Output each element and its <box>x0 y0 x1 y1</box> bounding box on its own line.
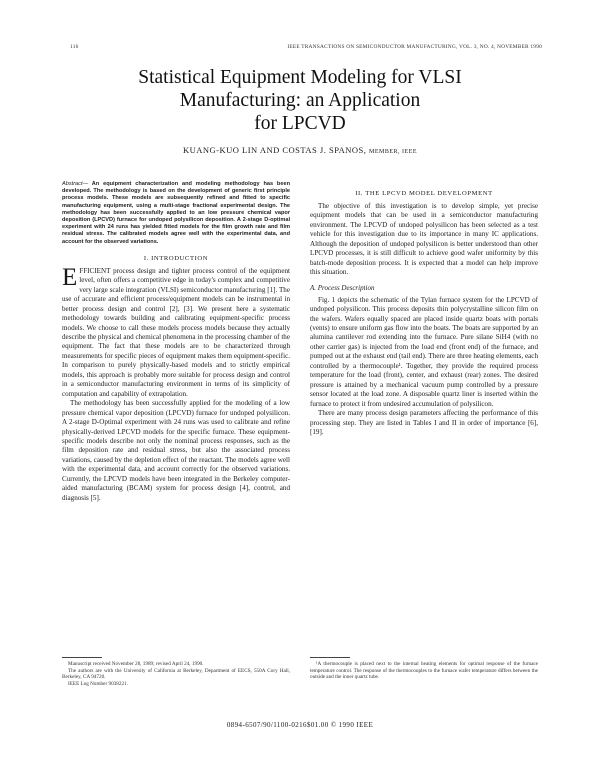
footnote-rule <box>62 657 102 658</box>
subsection-heading-process-description: A. Process Description <box>310 283 375 292</box>
footnote-rule <box>310 657 350 658</box>
abstract <box>62 181 290 246</box>
intro-paragraph-1 <box>62 263 290 399</box>
drop-cap: E <box>62 263 78 291</box>
manuscript-footnote <box>62 657 290 687</box>
footnote-log-number: IEEE Log Number 9038221. <box>68 680 128 687</box>
author-line <box>60 145 540 155</box>
footnote-thermocouple-text: ¹A thermocouple is placed next to the internal heating elements for optimal response of the furnace temperature control. The response of the thermocouples to the furnace wafer temperature differs between the outside and the inner quartz tube. <box>310 661 538 681</box>
author-names: KUANG-KUO LIN AND COSTAS J. SPANOS, <box>182 145 367 155</box>
left-column <box>62 181 290 503</box>
right-column <box>310 181 538 437</box>
intro-paragraph-1-text: FFICIENT process design and tighter process control of the equipment level, often offers a competitive edge in today's complex and competitive very large scale integration (VLSI) semiconductor manufacturing [1]. The use of accurate and efficient process/equipment models can be instrumental in better process design and control [2], [3]. We present here a systematic methodology towards building and calibrating equipment-specific process models. We choose to call these models process models because they actually describe the physical and chemical phenomena in the processing chamber of the equipment. The fact that these models are to be characterized through measurements for specific pieces of equipment makes them equipment-specific. In comparison to purely physically-based models and to strictly empirical models, this approach is probably more suitable for process design and control in a semiconductor manufacturing environment in terms of its simplicity of computation and capability of extrapolation. <box>62 266 290 398</box>
section-heading-lpcvd-model: II. THE LPCVD MODEL DEVELOPMENT <box>355 190 493 197</box>
title-line-2: Manufacturing: an Application <box>179 90 421 111</box>
intro-paragraph-2: The methodology has been successfully applied for the modeling of a low pressure chemical vapor deposition (LPCVD) furnace for undoped polysilicon. A 2-stage D-Optimal experiment with 24 runs was used to calibrate and refine physically-derived LPCVD models for the specific furnace. These equipment-specific models describe not only the nominal process responses, such as the film deposition rate and residual stress, but also the associated process variations, caused by the depletion effect of the reactant. The models agree well with the experimental data, and account correctly for the observed variations. Currently, the LPCVD models have been integrated in the Berkeley computer-aided manufacturing (BCAM) system for process design [4], control, and diagnosis [5]. <box>62 399 290 502</box>
model-paragraph-1: The objective of this investigation is to develop simple, yet precise equipment models that can be used in a semiconductor manufacturing environment. The LPCVD of undoped polysilicon has been selected as a test vehicle for this investigation due to its importance in many IC applications. Although the deposition of undoped polysilicon is better understood than other LPCVD processes, it is still difficult to achieve good wafer uniformity by this batch-mode deposition process. It is expected that a model can help improve this situation. <box>310 202 538 277</box>
process-paragraph-1: Fig. 1 depicts the schematic of the Tylan furnace system for the LPCVD of undoped polysilicon. This process deposits thin polycrystalline silicon film on the wafers. Wafers equally spaced are placed inside quartz boats with portals (vents) to ensure uniform gas flow into the boats. The boats are supported by an alumina cantilever rod extending into the furnace. Pure silane SiH4 (with no other carrier gas) is injected from the load end (front end) of the furnace, and pumped out at the exhaust end (tail end). There are three heating elements, each controlled by a thermocouple¹. Together, they provide the required process temperature for the load (front), center, and exhaust (rear) zones. The desired pressure is attained by a mechanical vacuum pump controlled by a pressure sensor located at the load zone. A disposable quartz liner is inserted within the furnace to protect it from undesired accumulation of polysilicon. <box>310 295 538 408</box>
process-paragraph-2: There are many process design parameters affecting the performance of this processing step. They are listed in Tables I and II in order of importance [6], [19]. <box>310 409 538 436</box>
author-membership: MEMBER, IEEE <box>369 149 418 155</box>
title-line-3: for LPCVD <box>254 113 346 134</box>
abstract-label: Abstract— <box>62 181 89 187</box>
thermocouple-footnote <box>310 657 538 681</box>
footnote-affiliation: The authors are with the University of California at Berkeley, Department of EECS, 550A Cory Hall, Berkeley, CA 94720. <box>62 667 290 681</box>
abstract-text: An equipment characterization and modeling methodology has been developed. The methodology is based on the development of generic first principle process models. These models are subsequently refined and fitted to specific manufacturing equipment, using a multi-stage fractional experimental design. The methodology has been successfully applied to an low pressure chemical vapor deposition (LPCVD) furnace for undoped polysilicon deposition. A 2-stage D-optimal experiment with 24 runs has yielded fitted models for the film growth rate and film residual stress. The calibrated models agree well with the experimental data, and account for the observed variations. <box>62 181 290 245</box>
title-line-1: Statistical Equipment Modeling for VLSI <box>138 67 462 88</box>
paper-title <box>60 66 540 135</box>
footnote-received: Manuscript received November 28, 1989; revised April 24, 1990. <box>68 661 204 667</box>
section-heading-introduction: I. INTRODUCTION <box>143 254 209 262</box>
copyright-footer: 0894-6507/90/1100-0216$01.00 © 1990 IEEE <box>226 721 374 729</box>
page-number: 116 <box>70 44 79 50</box>
running-title: IEEE TRANSACTIONS ON SEMICONDUCTOR MANUFACTURING, VOL. 3, NO. 4, NOVEMBER 1990 <box>287 44 542 50</box>
running-header <box>70 44 542 56</box>
